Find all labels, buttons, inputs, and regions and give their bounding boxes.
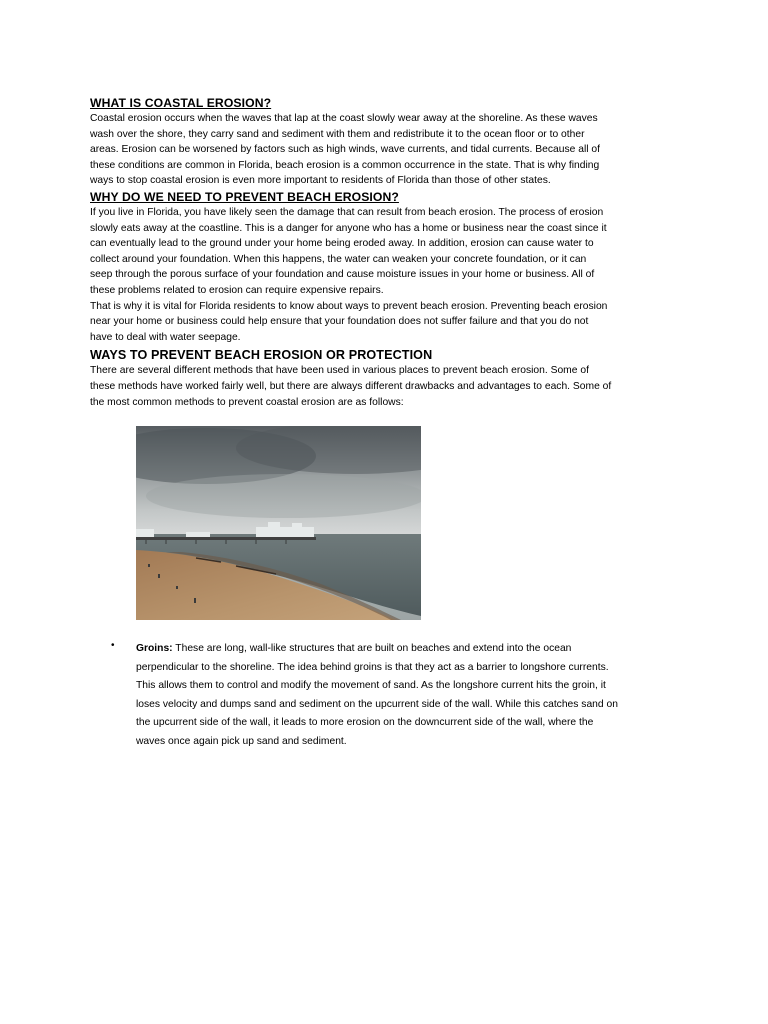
methods-list — [90, 638, 690, 750]
document-content — [90, 95, 690, 750]
beach-pier-image — [136, 426, 421, 620]
paragraph-why-prevent-1: If you live in Florida, you have likely seen the damage that can result from beach erosion. The process of erosion slowly eats away at the coastline. This is a danger for anyone who has a home or business near the coast since it can eventually lead to the ground under your home being eroded away. In addition, erosion can cause water to collect around your foundation. When this happens, the water can weaken your concrete foundation, or it can seep through the porous surface of your foundation and cause moisture issues in your home or business. All of these problems related to erosion can require expensive repairs. — [90, 206, 607, 296]
heading-ways-to-prevent: WAYS TO PREVENT BEACH EROSION OR PROTECTION — [90, 348, 433, 363]
list-item-groins — [90, 638, 690, 750]
paragraph-ways-to-prevent: There are several different methods that have been used in various places to prevent beach erosion. Some of these methods have worked fairly well, but there are always different drawbacks and advantages to each. Some of the most common methods to prevent coastal erosion are as follows: — [90, 365, 612, 408]
groins-description: These are long, wall-like structures that are built on beaches and extend into the ocean perpendicular to the shoreline. The idea behind groins is that they act as a barrier to longshore currents. This allows them to control and modify the movement of sand. As the longshore current hits the groin, it loses velocity and dumps sand and sediment on the upcurrent side of the wall. While this catches sand on the upcurrent side of the wall, it leads to more erosion on the downcurrent side of the wall, where the waves once again pick up sand and sediment. — [136, 643, 618, 748]
heading-what-is-coastal-erosion: WHAT IS COASTAL EROSION? — [90, 96, 272, 110]
bullet-icon: • — [111, 640, 115, 652]
bullet-text — [136, 643, 618, 747]
heading-why-prevent-erosion: WHY DO WE NEED TO PREVENT BEACH EROSION? — [90, 189, 399, 204]
paragraph-why-prevent-2: That is why it is vital for Florida residents to know about ways to prevent beach erosion. Preventing beach erosion near your home or business could help ensure that your foundation does not suffer failure and that you do not have to deal with water seepage. — [90, 300, 608, 343]
term-groins: Groins: — [136, 643, 173, 655]
beach-photo — [136, 426, 421, 620]
paragraph-coastal-erosion: Coastal erosion occurs when the waves that lap at the coast slowly wear away at the shoreline. As these waves wash over the shore, they carry sand and sediment with them and redistribute it to the ocean floor or to other areas. Erosion can be worsened by factors such as high winds, wave currents, and tidal currents. Because all of these conditions are common in Florida, beach erosion is a common occurrence in the state. That is why finding ways to stop coastal erosion is even more important to residents of Florida than those of other states. — [90, 113, 600, 187]
